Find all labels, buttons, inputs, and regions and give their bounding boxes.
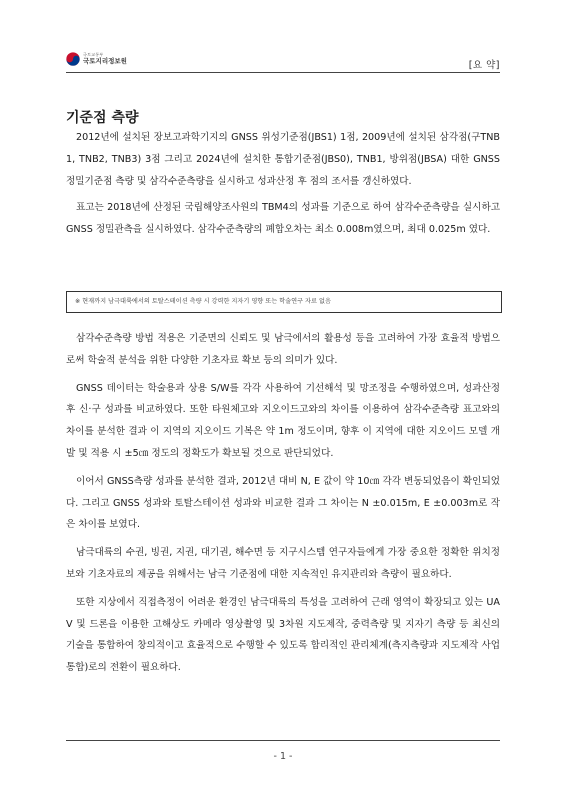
paragraph: 이어서 GNSS측량 성과를 분석한 결과, 2012년 대비 N, E 값이 약 10㎝ 각각 변동되었음이 확인되었다. 그리고 GNSS 성과와 토탈스테이션 성과와 비교한 결과 그 차이는 N ±0.015m, E ±0.003m로 작은 차이를 보였다. [66,475,500,531]
header-divider [66,72,500,73]
page-number: - 1 - [273,751,293,762]
taeguk-emblem-icon [66,52,80,66]
footer-divider [66,740,500,741]
logo-agency-text: 국토지리정보원 [83,57,127,66]
analysis-paragraphs [66,328,500,679]
paragraph: GNSS 데이터는 학술용과 상용 S/W를 각각 사용하여 기선해석 및 망조정을 수행하였으며, 성과산정 후 신·구 성과를 비교하였다. 또한 타원체고와 지오이드고와의 차이를 이용하여 삼각수준측량 표고와의 차이를 분석한 결과 이 지역의 지오이드 기복은 약 1m 정도이며, 향후 이 지역에 대한 지오이드 모델 개발 및 적용 시 ±5㎝ 정도의 정확도가 확보될 것으로 판단되었다. [66,382,500,459]
paragraph: 남극대륙의 수권, 빙권, 지권, 대기권, 해수면 등 지구시스템 연구자들에게 가장 중요한 정확한 위치정보와 기초자료의 제공을 위해서는 남극 기준점에 대한 지속적인 유지관리와 측량이 필요하다. [66,547,500,580]
page-title: 기준점 측량 [66,110,139,126]
paragraph: 또한 지상에서 직접측정이 어려운 환경인 남극대륙의 특성을 고려하여 근래 영역이 확장되고 있는 UAV 및 드론을 이용한 고해상도 카메라 영상촬영 및 3차원 지도제작, 중력측량 및 지자기 측량 등 최신의 기술을 통합하여 창의적이고 효율적으로 수행할 수 있도록 합리적인 관리체계(측지측량과 지도제작 사업 통합)로의 전환이 필요하다. [66,596,500,674]
paragraph: 2012년에 설치된 장보고과학기지의 GNSS 위성기준점(JBS1) 1점, 2009년에 설치된 삼각점(구TNB1, TNB2, TNB3) 3점 그리고 2024년에 설치한 통합기준점(JBS0), TNB1, 방위점(JBSA) 대한 GNSS 정밀기준점 측량 및 삼각수준측량을 실시하고 성과산정 후 점의 조서를 갱신하였다. [66,132,500,187]
agency-logo [66,52,127,66]
intro-paragraphs [66,127,500,241]
paragraph: 삼각수준측량 방법 적용은 기준면의 신뢰도 및 남극에서의 활용성 등을 고려하여 가장 효율적 방법으로써 학술적 분석을 위한 다양한 기초자료 확보 등의 의미가 있다. [66,333,500,366]
notice-box: ※ 현재까지 남극대륙에서의 토탈스테이션 측량 시 강력한 지자기 영향 또는 학술연구 자료 없음 [66,291,502,313]
section-tag: [요 약] [468,60,500,71]
logo-ministry-text: 국토교통부 [83,52,104,58]
paragraph: 표고는 2018년에 산정된 국립해양조사원의 TBM4의 성과를 기준으로 하여 삼각수준측량을 실시하고 GNSS 정밀관측을 실시하였다. 삼각수준측량의 폐합오차는 최소 0.008m였으며, 최대 0.025m 였다. [66,202,500,236]
